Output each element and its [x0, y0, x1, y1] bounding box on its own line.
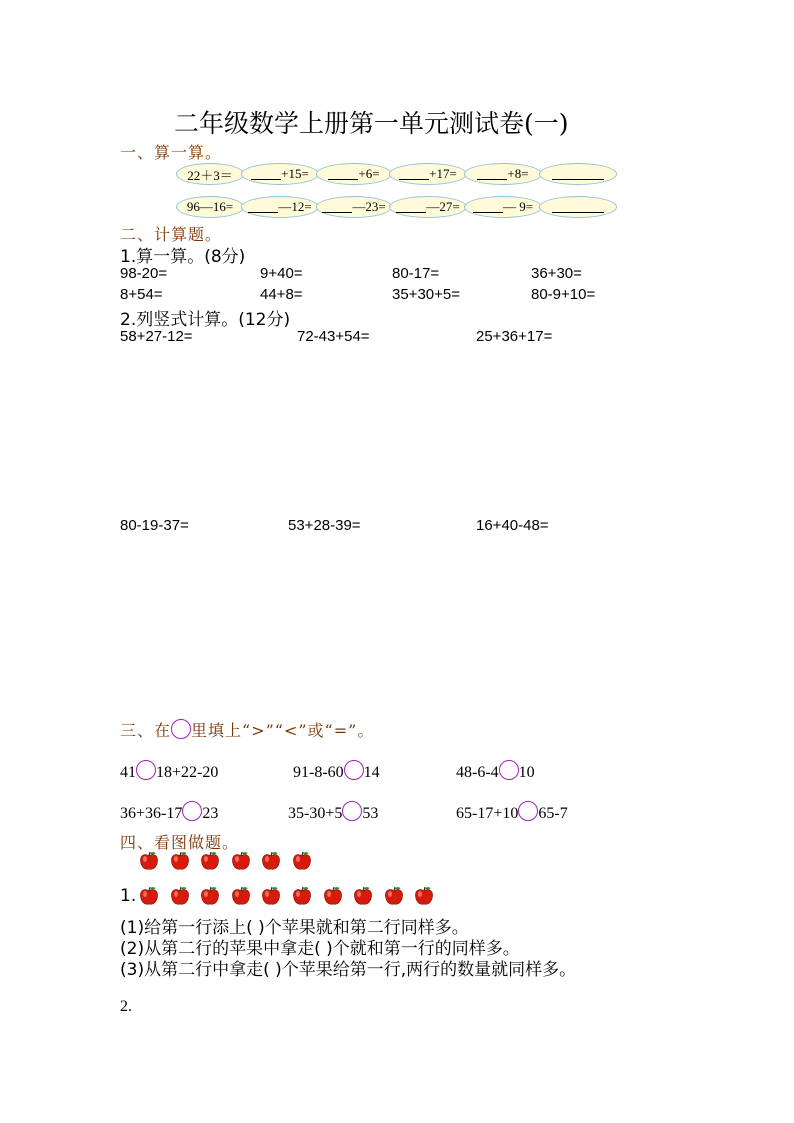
blank — [322, 201, 352, 213]
apple-icon — [231, 886, 251, 906]
apple-icon — [170, 851, 190, 871]
blank — [552, 168, 604, 180]
oval-text: +8= — [507, 166, 529, 181]
compare-right: 18+22-20 — [156, 764, 219, 781]
q1-item: 98-20= — [120, 265, 168, 282]
apple-icon — [200, 886, 220, 906]
compare-circle-icon — [171, 719, 191, 739]
q1-item: 36+30= — [531, 265, 582, 282]
compare-right: 53 — [362, 805, 379, 822]
apple-icon — [170, 886, 190, 906]
oval-text: —12= — [278, 199, 312, 214]
compare-left: 36+36-17 — [120, 805, 183, 822]
oval-2-5 — [464, 196, 542, 218]
section2-heading: 二、计算题。 — [120, 225, 223, 244]
q1-item: 44+8= — [260, 286, 303, 303]
blank — [473, 201, 503, 213]
answer-circle[interactable] — [499, 760, 519, 780]
oval-text: — 9= — [502, 199, 534, 214]
answer-circle[interactable] — [344, 760, 364, 780]
compare-left: 48-6-4 — [456, 764, 499, 781]
oval-2-2 — [241, 196, 319, 218]
blank — [328, 168, 358, 180]
q2-number: 2. — [120, 998, 132, 1015]
apple-icon — [414, 886, 434, 906]
oval-1-3 — [316, 163, 392, 185]
q1-line: (3)从第二行中拿走( )个苹果给第一行,两行的数量就同样多。 — [120, 960, 577, 980]
blank — [399, 168, 429, 180]
apple-icon — [353, 886, 373, 906]
q1-item: 80-17= — [392, 265, 440, 282]
oval-1-4 — [389, 163, 467, 185]
answer-circle[interactable] — [518, 801, 538, 821]
blank — [477, 168, 507, 180]
compare-left: 65-17+10 — [456, 805, 519, 822]
oval-2-6 — [539, 196, 617, 218]
section4-heading: 四、看图做题。 — [120, 833, 240, 852]
oval-text: +17= — [429, 166, 457, 181]
q1-item: 35+30+5= — [392, 286, 460, 303]
compare-right: 65-7 — [538, 805, 568, 822]
oval-2-3 — [316, 196, 392, 218]
oval-1-2 — [241, 163, 319, 185]
compare-right: 10 — [518, 764, 535, 781]
oval-2-4 — [389, 196, 467, 218]
q2-item: 72-43+54= — [297, 328, 370, 345]
compare-right: 23 — [202, 805, 219, 822]
oval-text: 96—16= — [186, 199, 234, 214]
oval-2-1 — [176, 196, 244, 218]
apple-icon — [292, 886, 312, 906]
compare-item — [456, 760, 535, 782]
apple-icon — [261, 851, 281, 871]
compare-right: 14 — [363, 764, 380, 781]
blank — [396, 201, 426, 213]
apple-icon — [139, 886, 159, 906]
q1-number: 1. — [120, 886, 137, 906]
q2-item: 53+28-39= — [288, 517, 361, 534]
q1-item: 9+40= — [260, 265, 303, 282]
apple-icon — [384, 886, 404, 906]
oval-text: +6= — [358, 166, 380, 181]
q2-item: 16+40-48= — [476, 517, 549, 534]
q2-item: 25+36+17= — [476, 328, 553, 345]
compare-item — [288, 801, 378, 823]
compare-item — [120, 760, 218, 782]
compare-item — [120, 801, 218, 823]
answer-circle[interactable] — [136, 760, 156, 780]
apple-icon — [261, 886, 281, 906]
compare-left: 35-30+5 — [288, 805, 343, 822]
blank — [251, 168, 281, 180]
apple-icon — [139, 851, 159, 871]
q2-label: 2.列竖式计算。(12分) — [120, 310, 291, 330]
answer-circle[interactable] — [342, 801, 362, 821]
section1-heading: 一、算一算。 — [120, 143, 223, 162]
page-title: 二年级数学上册第一单元测试卷(一) — [174, 109, 569, 138]
oval-1-1 — [176, 163, 244, 185]
oval-text: —23= — [352, 199, 386, 214]
apple-icon — [200, 851, 220, 871]
compare-item — [456, 801, 568, 823]
blank — [552, 201, 604, 213]
q1-item: 8+54= — [120, 286, 163, 303]
q2-item: 58+27-12= — [120, 328, 193, 345]
apple-icon — [292, 851, 312, 871]
answer-circle[interactable] — [182, 801, 202, 821]
oval-text: —27= — [426, 199, 460, 214]
oval-1-6 — [539, 163, 617, 185]
q1-line: (2)从第二行的苹果中拿走( )个就和第一行的同样多。 — [120, 939, 520, 959]
compare-item — [293, 760, 380, 782]
q1-item: 80-9+10= — [531, 286, 596, 303]
oval-1-5 — [464, 163, 542, 185]
oval-text: 22＋3＝ — [187, 167, 233, 183]
q1-label: 1.算一算。(8分) — [120, 247, 246, 267]
q1-line: (1)给第一行添上( )个苹果就和第二行同样多。 — [120, 918, 469, 938]
heading-text: 三、在 — [120, 721, 172, 740]
apple-icon — [323, 886, 343, 906]
apple-icon — [231, 851, 251, 871]
q2-item: 80-19-37= — [120, 517, 189, 534]
section3-heading — [120, 718, 374, 741]
blank — [248, 201, 278, 213]
compare-left: 91-8-60 — [293, 764, 344, 781]
heading-text: 里填上“>”“<”或“=”。 — [191, 721, 375, 740]
oval-text: +15= — [281, 166, 309, 181]
compare-left: 41 — [120, 764, 136, 781]
